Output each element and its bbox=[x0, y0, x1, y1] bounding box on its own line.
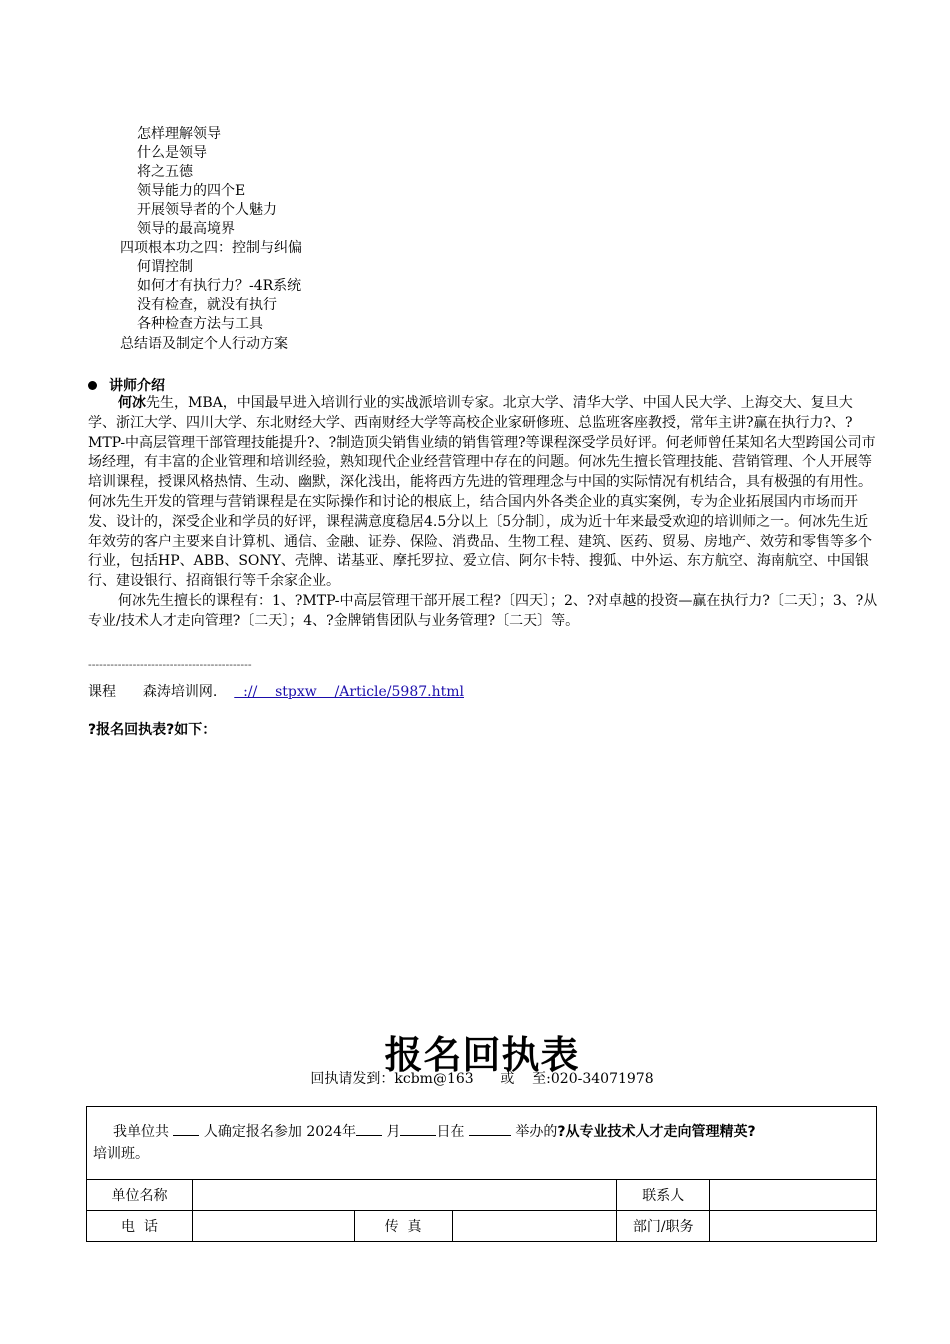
outline-item: 如何才有执行力？-4R系统 bbox=[137, 278, 302, 294]
day-blank[interactable] bbox=[400, 1135, 436, 1136]
phone-label: 电 话 bbox=[87, 1211, 193, 1242]
bio-paragraph-1 bbox=[88, 394, 878, 592]
outline-item: 将之五德 bbox=[137, 164, 193, 180]
contact-label: 联系人 bbox=[617, 1180, 710, 1211]
unit-field[interactable] bbox=[192, 1180, 616, 1211]
instructor-heading bbox=[88, 375, 165, 395]
intro-year: 2024 bbox=[306, 1124, 342, 1140]
unit-label: 单位名称 bbox=[87, 1180, 193, 1211]
outline-section: 四项根本功之四：控制与纠偏 bbox=[120, 240, 302, 256]
fax-field[interactable] bbox=[452, 1211, 617, 1242]
course-name: ?从专业技术人才走向管理精英? bbox=[557, 1124, 756, 1140]
outline-item: 没有检查，就没有执行 bbox=[137, 297, 277, 313]
intro-text: 培训班。 bbox=[93, 1146, 149, 1162]
outline-item: 各种检查方法与工具 bbox=[137, 316, 263, 332]
fax-label: 传 真 bbox=[354, 1211, 452, 1242]
source-link[interactable]: :// stpxw /Article/5987.html bbox=[234, 684, 464, 700]
location-blank[interactable] bbox=[469, 1135, 511, 1136]
phone-field[interactable] bbox=[192, 1211, 354, 1242]
form-title: 报名回执表 bbox=[384, 1033, 580, 1077]
source-site: 森涛培训网. bbox=[142, 684, 218, 700]
intro-text: 举办的 bbox=[515, 1124, 558, 1140]
instructor-heading-text: 讲师介绍 bbox=[109, 378, 165, 394]
outline-item: 什么是领导 bbox=[137, 145, 207, 161]
form-intro bbox=[87, 1107, 877, 1180]
attendee-count-blank[interactable] bbox=[173, 1135, 199, 1136]
contact-field[interactable] bbox=[710, 1180, 877, 1211]
bio-paragraph-2: 何冰先生擅长的课程有：1、?MTP-中高层管理干部开展工程?〔四天〕；2、?对卓越的投资—赢在执行力?〔二天〕；3、?从专业/技术人才走向管理?〔二天〕；4、?金牌销售团队与业务管理?〔二天〕等。 bbox=[88, 592, 878, 629]
receipt-heading: ?报名回执表?如下： bbox=[88, 722, 217, 738]
intro-text: 日在 bbox=[436, 1124, 465, 1140]
bullet-icon bbox=[88, 381, 97, 390]
dept-field[interactable] bbox=[710, 1211, 877, 1242]
outline-item: 何谓控制 bbox=[137, 259, 193, 275]
course-source bbox=[88, 681, 464, 701]
source-label: 课程 bbox=[88, 684, 116, 700]
intro-text: 月 bbox=[386, 1124, 401, 1140]
registration-form-table bbox=[86, 1106, 877, 1242]
outline-section: 总结语及制定个人行动方案 bbox=[120, 336, 288, 352]
form-send-to: 回执请发到：kcbm@163 或 至:020-34071978 bbox=[310, 1071, 654, 1087]
instructor-bio bbox=[88, 394, 878, 632]
intro-text: 年 bbox=[342, 1124, 356, 1140]
outline-item: 开展领导者的个人魅力 bbox=[137, 202, 277, 218]
outline-item: 领导能力的四个E bbox=[137, 183, 246, 199]
instructor-name: 何冰 bbox=[118, 395, 146, 411]
month-blank[interactable] bbox=[356, 1135, 382, 1136]
intro-text: 我单位共 bbox=[113, 1124, 169, 1140]
outline-item: 怎样理解领导 bbox=[137, 126, 221, 142]
intro-text: 人确定报名参加 bbox=[203, 1124, 302, 1140]
dept-label: 部门/职务 bbox=[617, 1211, 710, 1242]
outline-item: 领导的最高境界 bbox=[137, 221, 235, 237]
divider: -------------------------------------------- bbox=[88, 658, 252, 671]
bio-text-1: 先生，MBA，中国最早进入培训行业的实战派培训专家。北京大学、清华大学、中国人民大学、上海交大、复旦大学、浙江大学、四川大学、东北财经大学、西南财经大学等高校企业家研修班、总监班客座教授，常年主讲?赢在执行力?、?MTP-中高层管理干部管理技能提升?、?制造顶尖销售业绩的销售管理?等课程深受学员好评。何老师曾任某知名大型跨国公司市场经理，有丰富的企业管理和培训经验，熟知现代企业经营管理中存在的问题。何冰先生擅长管理技能、营销管理、个人开展等培训课程，授课风格热情、生动、幽默，深化浅出，能将西方先进的管理理念与中国的实际情况有机结合，具有极强的有用性。何冰先生开发的管理与营销课程是在实际操作和讨论的根底上，结合国内外各类企业的真实案例，专为企业拓展国内市场而开发、设计的，深受企业和学员的好评，课程满意度稳居4.5分以上〔5分制〕，成为近十年来最受欢迎的培训师之一。何冰先生近年效劳的客户主要来自计算机、通信、金融、证券、保险、消费品、生物工程、建筑、医药、贸易、房地产、效劳和零售等多个行业，包括HP、ABB、SONY、壳牌、诺基亚、摩托罗拉、爱立信、阿尔卡特、搜狐、中外运、东方航空、海南航空、中国银行、建设银行、招商银行等千余家企业。 bbox=[88, 395, 876, 590]
